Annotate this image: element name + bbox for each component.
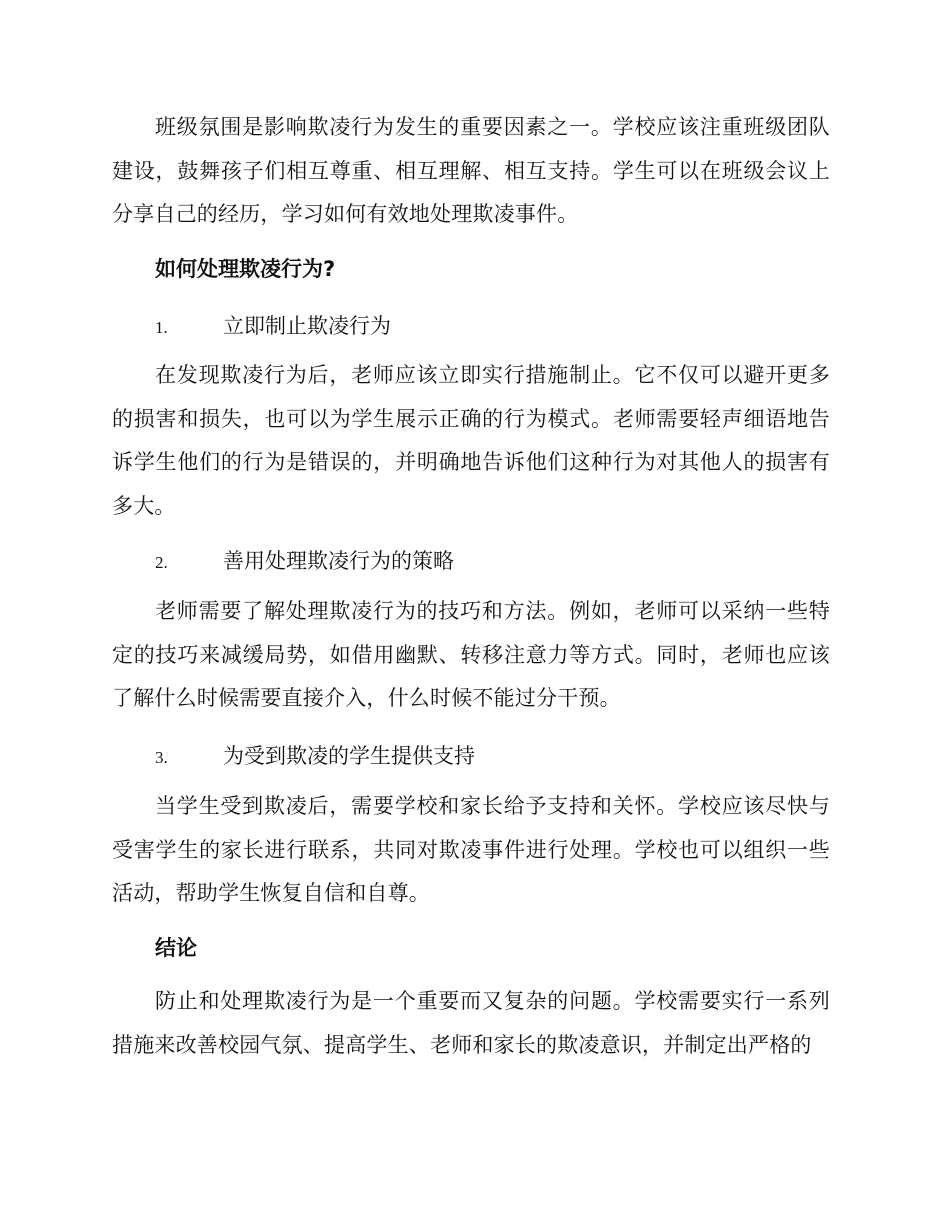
heading-how-to-handle: 如何处理欺凌行为?: [155, 257, 336, 281]
list-item-label: 立即制止欺凌行为: [223, 314, 391, 338]
list-number: 2.: [155, 553, 168, 572]
heading-conclusion: 结论: [155, 936, 197, 960]
paragraph-conclusion: 防止和处理欺凌行为是一个重要而又复杂的问题。学校需要实行一系列措施来改善校园气氛、提高学生、老师和家长的欺凌意识，并制定出严格的: [112, 989, 830, 1057]
list-item-2: [155, 545, 454, 575]
list-number: 1.: [155, 318, 168, 337]
paragraph-strategies: 老师需要了解处理欺凌行为的技巧和方法。例如，老师可以采纳一些特定的技巧来减缓局势，如借用幽默、转移注意力等方式。同时，老师也应该了解什么时候需要直接介入，什么时候不能过分干预。: [112, 599, 830, 710]
list-item-label: 善用处理欺凌行为的策略: [223, 549, 454, 573]
paragraph-support: 当学生受到欺凌后，需要学校和家长给予支持和关怀。学校应该尽快与受害学生的家长进行联系，共同对欺凌事件进行处理。学校也可以组织一些活动，帮助学生恢复自信和自尊。: [112, 794, 830, 905]
list-item-3: [155, 740, 475, 770]
list-item-1: [155, 310, 391, 340]
list-number: 3.: [155, 748, 168, 767]
paragraph-stop-bullying: 在发现欺凌行为后，老师应该立即实行措施制止。它不仅可以避开更多的损害和损失，也可以为学生展示正确的行为模式。老师需要轻声细语地告诉学生他们的行为是错误的，并明确地告诉他们这种行为对其他人的损害有多大。: [112, 363, 830, 518]
list-item-label: 为受到欺凌的学生提供支持: [223, 744, 475, 768]
paragraph-class-atmosphere: 班级氛围是影响欺凌行为发生的重要因素之一。学校应该注重班级团队建设，鼓舞孩子们相互尊重、相互理解、相互支持。学生可以在班级会议上分享自己的经历，学习如何有效地处理欺凌事件。: [112, 115, 830, 226]
